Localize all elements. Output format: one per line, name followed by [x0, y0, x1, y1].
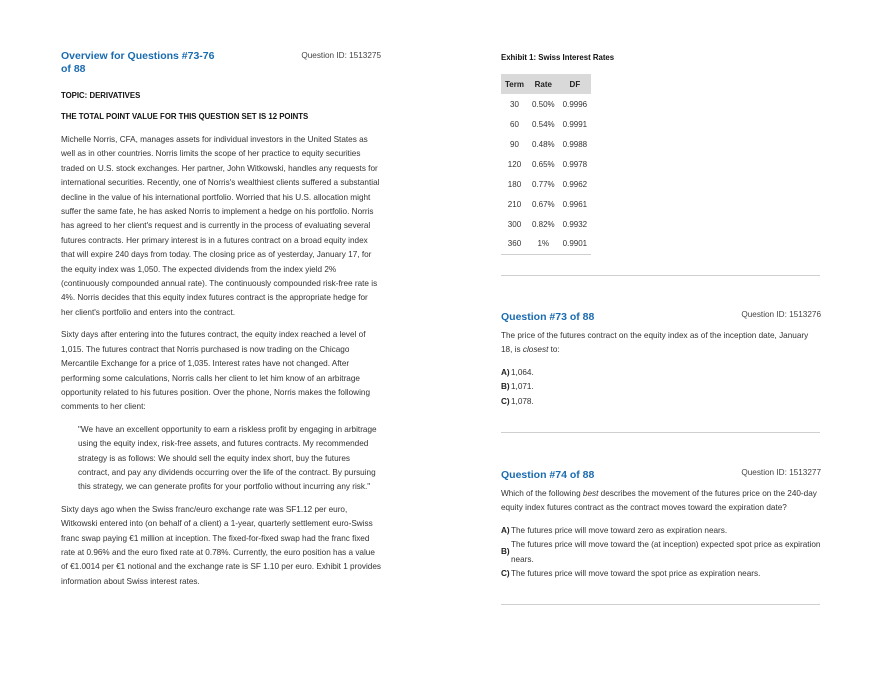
question-74-text-start: Which of the following	[501, 489, 583, 498]
table-cell-term: 210	[507, 199, 522, 209]
divider	[501, 604, 820, 605]
exhibit-title: Exhibit 1: Swiss Interest Rates	[501, 53, 615, 62]
question-73-text-start: The price of the futures contract on the equity index as of the inception date, January 18, is	[501, 331, 809, 355]
exhibit-section	[501, 50, 821, 255]
table-row	[501, 174, 591, 194]
table-cell-rate: 0.67%	[531, 199, 555, 209]
table-cell-term: 90	[510, 139, 519, 149]
table-cell-rate: 0.50%	[531, 99, 555, 109]
question-73-id: Question ID: 1513276	[741, 310, 821, 319]
question-74	[501, 465, 821, 581]
question-74-header	[501, 465, 821, 483]
table-cell-term: 30	[510, 99, 519, 109]
table-cell-df: 0.9988	[562, 139, 588, 149]
question-73-header	[501, 307, 821, 325]
table-row	[501, 154, 591, 174]
table-row	[501, 194, 591, 214]
table-cell-rate: 1%	[528, 234, 559, 254]
question-74-text-emphasis: best	[582, 489, 599, 498]
table-row	[501, 134, 591, 154]
table-cell-df: 0.9962	[562, 179, 588, 189]
client-quote: "We have an excellent opportunity to earn a riskless profit by engaging in arbitrage using the equity index, risk-free assets, and futures contracts. My recommended strategy is as follows: We should sell the equity index short, buy the futures contract, and pay any dividends occurring over the life of the contract. By pursuing this strategy, we can generate profits for your portfolio without incurring any risk."	[78, 424, 377, 492]
option-text: 1,071.	[511, 382, 534, 392]
question-74-text-end: describes the movement of the futures price on the 240-day equity index futures contract as the contract moves toward the expiration date?	[501, 489, 817, 513]
answer-option-b[interactable]	[501, 538, 821, 567]
question-73-text-emphasis: closest	[522, 345, 549, 355]
table-row	[501, 214, 591, 234]
option-text: 1,064.	[511, 367, 534, 377]
question-74-title: Question #74 of 88	[501, 469, 595, 481]
table-header-rate: Rate	[528, 74, 559, 94]
divider	[501, 275, 820, 276]
option-text: The futures price will move toward the (at inception) expected spot price as expiration nears.	[511, 540, 821, 564]
table-cell-df: 0.9996	[562, 99, 588, 109]
answer-option-c[interactable]	[501, 567, 821, 581]
question-73	[501, 307, 821, 409]
table-cell-term: 180	[507, 179, 522, 189]
overview-header	[61, 50, 381, 76]
option-text: The futures price will move toward zero as expiration nears.	[511, 525, 728, 535]
overview-paragraph-3: Sixty days ago when the Swiss franc/euro exchange rate was SF1.12 per euro, Witkowski entered into (on behalf of a client) a 1-year, quarterly settlement euro-Swiss franc swap paying €1 million at inception. The fixed-for-fixed swap had the franc fixed rate at 0.96% and the euro fixed rate at 0.78%. Currently, the euro position has a value of €1.0014 per €1 notional and the exchange rate is SF 1.10 per euro. Exhibit 1 provides information about Swiss interest rates.	[61, 504, 381, 586]
table-cell-term: 120	[507, 159, 522, 169]
question-73-title: Question #73 of 88	[501, 311, 595, 323]
option-label: B)	[501, 547, 510, 557]
table-cell-term: 60	[510, 119, 519, 129]
points-heading: THE TOTAL POINT VALUE FOR THIS QUESTION SET IS 12 POINTS	[61, 112, 309, 121]
overview-question-id: Question ID: 1513275	[301, 51, 381, 60]
topic-heading: TOPIC: DERIVATIVES	[61, 91, 141, 100]
option-label: A)	[501, 367, 510, 377]
answer-option-b[interactable]	[501, 380, 821, 394]
option-label: B)	[501, 382, 510, 392]
question-73-text-end: to:	[548, 345, 560, 355]
table-cell-df: 0.9978	[562, 159, 588, 169]
table-cell-df: 0.9991	[562, 119, 588, 129]
table-row	[501, 234, 591, 254]
table-cell-rate: 0.54%	[531, 119, 555, 129]
option-label: A)	[501, 525, 510, 535]
overview-section	[61, 50, 381, 597]
table-cell-df: 0.9901	[559, 234, 591, 254]
option-label: C)	[501, 569, 510, 579]
overview-title: Overview for Questions #73-76 of 88	[61, 50, 215, 75]
table-cell-rate: 0.82%	[531, 219, 555, 229]
table-row	[501, 114, 591, 134]
table-header-df: DF	[559, 74, 591, 94]
table-cell-rate: 0.48%	[531, 139, 555, 149]
question-73-text	[501, 329, 821, 358]
overview-paragraph-1: Michelle Norris, CFA, manages assets for individual investors in the United States as well as in other countries. Norris limits the scope of her practice to equity securities traded on U.S. stock exchanges. Her partner, John Witkowski, handles any requests for international securities. Recently, one of Norris's wealthiest clients suffered a substantial decline in the value of his international portfolio. Worried that his U.S. allocation might suffer the same fate, he has asked Norris to implement a hedge on his portfolio. Norris has agreed to her client's request and is currently in the process of evaluating several futures contracts. Her primary interest is in a futures contract on a broad equity index that will expire 240 days from today. The closing price as of yesterday, January 17, for the equity index was 1,050. The expected dividends from the index yield 2% (continuously compounded annual rate). The continuously compounded risk-free rate is 4%. Norris decides that this equity index futures contract is the appropriate hedge for her client's portfolio and enters into the contract.	[61, 135, 380, 317]
option-text: 1,078.	[511, 396, 534, 406]
table-cell-df: 0.9961	[562, 199, 588, 209]
table-row	[501, 94, 591, 114]
table-cell-term: 360	[501, 234, 528, 254]
question-74-id: Question ID: 1513277	[741, 468, 821, 477]
option-label: C)	[501, 396, 510, 406]
table-cell-df: 0.9932	[562, 219, 588, 229]
answer-option-a[interactable]	[501, 524, 821, 538]
option-text: The futures price will move toward the spot price as expiration nears.	[511, 569, 761, 579]
swiss-rates-table	[501, 74, 591, 255]
table-cell-term: 300	[507, 219, 522, 229]
table-cell-rate: 0.65%	[531, 159, 555, 169]
overview-paragraph-2: Sixty days after entering into the futures contract, the equity index reached a level of 1,015. The futures contract that Norris purchased is now trading on the Chicago Mercantile Exchange for a price of 1,035. Interest rates have not changed. After performing some calculations, Norris calls her client to let him know of an arbitrage opportunity related to his futures position. Over the phone, Norris makes the following comments to her client:	[61, 330, 371, 412]
question-74-text	[501, 487, 821, 516]
table-header-term: Term	[501, 74, 528, 94]
answer-option-c[interactable]	[501, 395, 821, 409]
divider	[501, 432, 820, 433]
table-cell-rate: 0.77%	[531, 179, 555, 189]
answer-option-a[interactable]	[501, 366, 821, 380]
table-header-row	[501, 74, 591, 94]
